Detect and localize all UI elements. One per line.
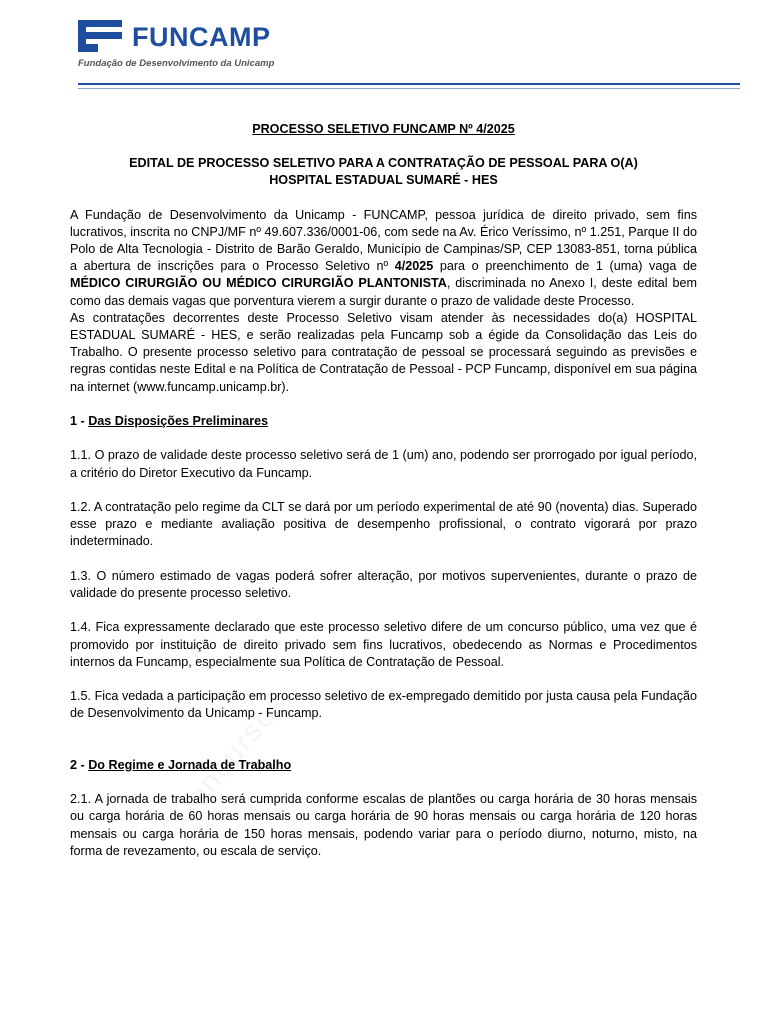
section-1-heading — [70, 413, 697, 430]
funcamp-logo-icon — [78, 20, 122, 52]
intro-text-b: para o preenchimento de 1 (uma) vaga de — [433, 259, 697, 274]
clause-1-3: 1.3. O número estimado de vagas poderá sofrer alteração, por motivos supervenientes, durante o prazo de validade do presente processo seletivo. — [70, 568, 697, 601]
logo-subtitle: Fundação de Desenvolvimento da Unicamp — [78, 58, 275, 69]
document-header — [0, 0, 768, 95]
clause-1-1: 1.1. O prazo de validade deste processo seletivo será de 1 (um) ano, podendo ser prorrogado por igual período, a critério do Diretor Executivo da Funcamp. — [70, 448, 697, 480]
section-2-number: 2 - — [70, 757, 89, 772]
funcamp-logo — [78, 18, 288, 76]
logo-name: FUNCAMP — [132, 22, 271, 52]
edital-title-line-2: HOSPITAL ESTADUAL SUMARÉ - HES — [269, 173, 498, 188]
section-1-number: 1 - — [70, 414, 89, 429]
clause-1-4: 1.4. Fica expressamente declarado que este processo seletivo difere de um concurso público, uma vez que é promovido por instituição de direito privado sem fins lucrativos, obedecendo as Normas e Procedimentos internos da Funcamp, especialmente sua Política de Contratação de Pessoal. — [70, 620, 697, 669]
edital-title — [70, 155, 697, 189]
document-body — [70, 121, 697, 877]
intro-text-c: , discriminada no Anexo I, deste edital bem como das demais vagas que porventura vierem a surgir durante o prazo de validade deste Processo. — [70, 276, 697, 308]
section-1-title: Das Disposições Preliminares — [88, 414, 269, 429]
intro-text-a: A Fundação de Desenvolvimento da Unicamp - FUNCAMP, pessoa jurídica de direito privado, sem fins lucrativos, inscrita no CNPJ/MF nº 49.607.336/0001-06, com sede na Av. Érico Veríssimo, nº 1.251, Parque II do Polo de Alta Tecnologia - Distrito de Barão Geraldo, Município de Campinas/SP, CEP 13083-851, torna pública a abertura de inscrições para o Processo Seletivo nº — [70, 207, 697, 274]
spacer — [70, 740, 697, 757]
edital-title-line-1: EDITAL DE PROCESSO SELETIVO PARA A CONTRATAÇÃO DE PESSOAL PARA O(A) — [129, 156, 638, 171]
header-rule-thin — [78, 88, 740, 89]
process-title: PROCESSO SELETIVO FUNCAMP Nº 4/2025 — [252, 122, 515, 136]
clause-1-5: 1.5. Fica vedada a participação em processo seletivo de ex-empregado demitido por justa causa pela Fundação de Desenvolvimento da Unicamp - Funcamp. — [70, 689, 697, 721]
clause-1-2: 1.2. A contratação pelo regime da CLT se dará por um período experimental de até 90 (noventa) dias. Superado esse prazo e mediante avaliação positiva de desempenho profissional, o contrato vigorará por prazo indeterminado. — [70, 500, 697, 549]
intro-paragraph-1 — [70, 207, 697, 310]
clause-2-1: 2.1. A jornada de trabalho será cumprida conforme escalas de plantões ou carga horária de 30 horas mensais ou carga horária de 60 horas mensais ou carga horária de 90 horas mensais ou carga horária de 120 horas mensais ou carga horária de 150 horas mensais, podendo variar para o período diurno, noturno, misto, na forma de revezamento, ou escala de serviço. — [70, 792, 697, 858]
job-role: MÉDICO CIRURGIÃO OU MÉDICO CIRURGIÃO PLANTONISTA — [70, 276, 447, 291]
process-number: 4/2025 — [394, 259, 434, 274]
intro-paragraph-2: As contratações decorrentes deste Processo Seletivo visam atender às necessidades do(a) HOSPITAL ESTADUAL SUMARÉ - HES, e serão realizadas pela Funcamp sob a égide da Consolidação das Leis do Trabalho. O presente processo seletivo para contratação de pessoal se processará seguindo as previsões e regras contidas neste Edital e na Política de Contratação de Pessoal - PCP Funcamp, disponível em sua página na internet (www.funcamp.unicamp.br). — [70, 310, 697, 394]
section-2-title: Do Regime e Jornada de Trabalho — [88, 757, 292, 772]
header-rule — [78, 83, 740, 85]
section-2-heading — [70, 757, 697, 774]
